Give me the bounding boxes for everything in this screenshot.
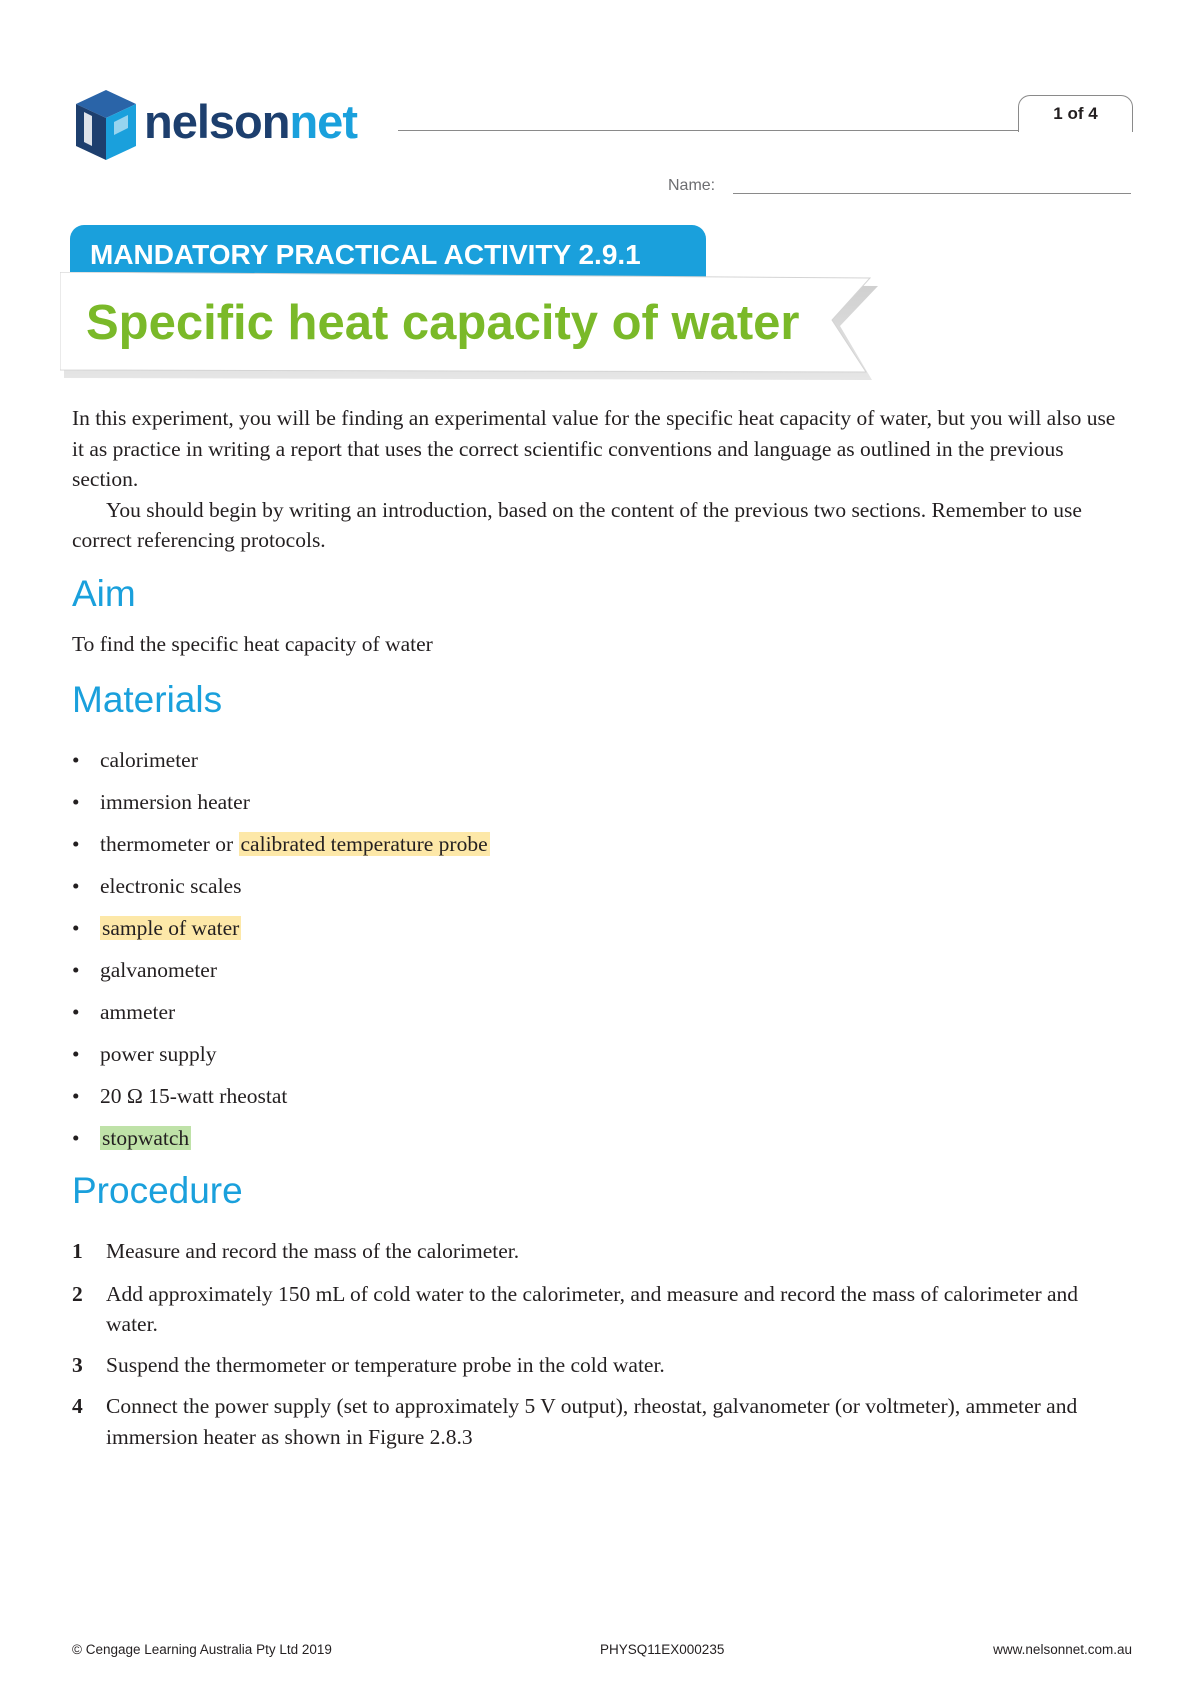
step-text: Add approximately 150 mL of cold water to the calorimeter, and measure and record the mass of calorimeter and water.	[106, 1281, 1079, 1336]
intro-text	[72, 403, 1132, 556]
name-field-line[interactable]	[733, 193, 1131, 194]
logo-word-nelson: nelson	[144, 95, 290, 148]
bullet-icon: •	[72, 748, 80, 772]
nelsonnet-logo	[70, 88, 400, 168]
procedure-steps	[72, 1236, 1132, 1452]
materials-heading: Materials	[72, 679, 223, 720]
material-item: ammeter	[100, 1000, 176, 1024]
bullet-icon: •	[72, 958, 80, 982]
procedure-step	[72, 1391, 1132, 1452]
step-number: 1	[72, 1239, 83, 1263]
bullet-icon: •	[72, 832, 80, 856]
material-item: 20 Ω 15-watt rheostat	[100, 1084, 288, 1108]
step-number: 2	[72, 1281, 83, 1306]
intro-paragraph-1: In this experiment, you will be finding an experimental value for the specific heat capacity of water, but you will also use it as practice in writing a report that uses the correct scientific conventions and language as outlined in the previous section.	[72, 406, 1116, 491]
step-number: 3	[72, 1352, 83, 1377]
footer-product-code: PHYSQ11EX000235	[600, 1642, 725, 1657]
footer-url-link[interactable]: www.nelsonnet.com.au	[993, 1642, 1132, 1657]
material-item: calorimeter	[100, 748, 198, 772]
activity-label: MANDATORY PRACTICAL ACTIVITY 2.9.1	[90, 239, 641, 270]
material-item	[100, 1123, 191, 1153]
material-item-prefix: thermometer or	[100, 832, 239, 856]
material-item	[100, 829, 490, 859]
intro-paragraph-2: You should begin by writing an introduction, based on the content of the previous two sections. Remember to use correct referencing protocols.	[72, 497, 1082, 552]
bullet-icon: •	[72, 1042, 80, 1066]
step-text: Suspend the thermometer or temperature probe in the cold water.	[106, 1352, 665, 1377]
bullet-icon: •	[72, 790, 80, 814]
highlighted-text: stopwatch	[102, 1126, 190, 1150]
material-item: power supply	[100, 1042, 217, 1066]
highlighted-text: calibrated temperature probe	[240, 832, 488, 856]
material-item	[100, 913, 241, 943]
bullet-icon: •	[72, 1084, 80, 1108]
logo-wordmark	[144, 92, 357, 152]
nelsonnet-cube-logo-icon	[70, 88, 142, 164]
procedure-step	[72, 1279, 1132, 1340]
highlighted-text: sample of water	[102, 916, 240, 940]
material-item: galvanometer	[100, 958, 218, 982]
bullet-icon: •	[72, 916, 80, 940]
page-title: Specific heat capacity of water	[86, 296, 800, 350]
bullet-icon: •	[72, 1000, 80, 1024]
logo-word-net: net	[289, 95, 357, 148]
page-indicator: 1 of 4	[1018, 95, 1133, 132]
aim-heading: Aim	[72, 573, 136, 614]
procedure-heading: Procedure	[72, 1170, 243, 1211]
step-text: Connect the power supply (set to approximately 5 V output), rheostat, galvanometer (or voltmeter), ammeter and immersion heater as shown in Figure 2.8.3	[106, 1394, 1078, 1449]
aim-text: To find the specific heat capacity of water	[72, 632, 433, 656]
step-text: Measure and record the mass of the calorimeter.	[106, 1239, 520, 1263]
step-number: 4	[72, 1394, 83, 1418]
bullet-icon: •	[72, 874, 80, 898]
header-divider	[398, 130, 1018, 131]
procedure-step	[72, 1236, 1132, 1267]
footer-copyright: © Cengage Learning Australia Pty Ltd 2019	[72, 1642, 332, 1657]
material-item: immersion heater	[100, 790, 250, 814]
material-item: electronic scales	[100, 874, 242, 898]
name-label: Name:	[668, 177, 716, 194]
procedure-step	[72, 1350, 1132, 1381]
bullet-icon: •	[72, 1126, 80, 1150]
